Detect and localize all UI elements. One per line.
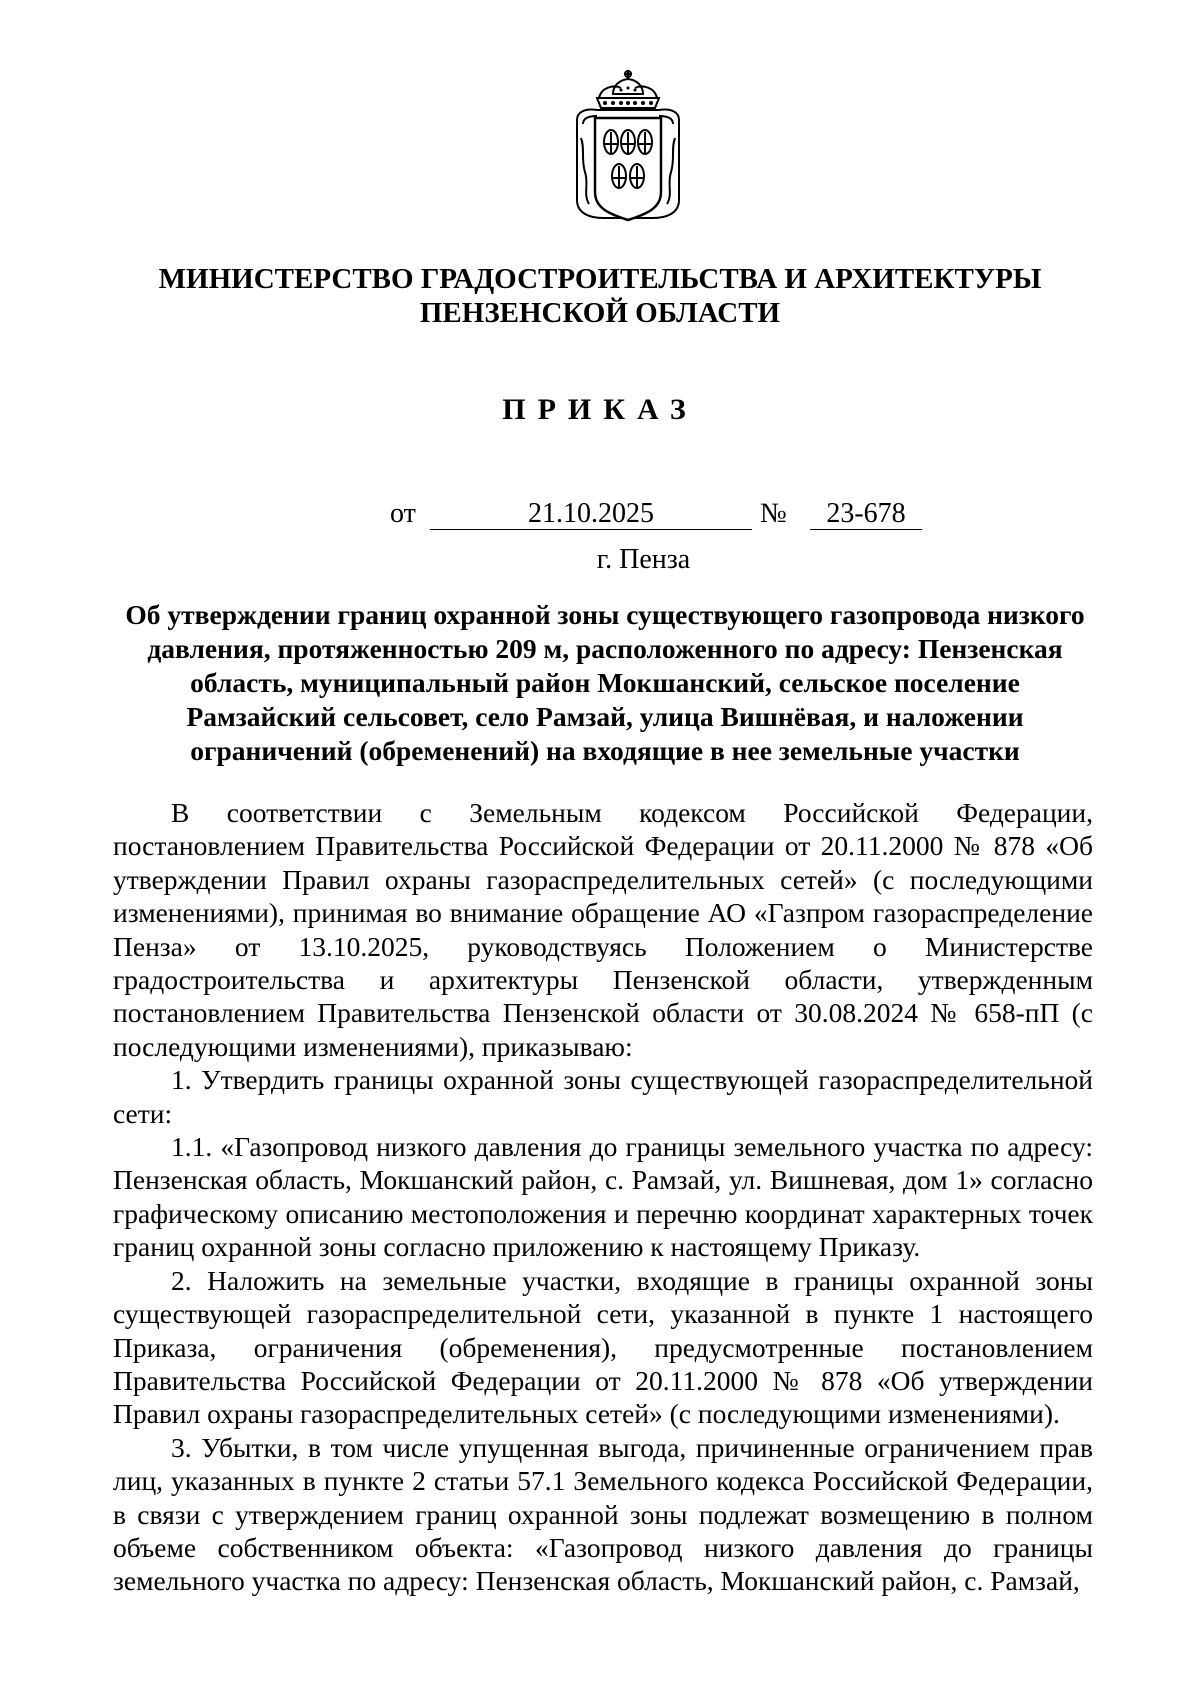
- order-body: [113, 796, 1093, 1598]
- item-2-paragraph: 2. Наложить на земельные участки, входящие в границы охранной зоны существующей газораспределительной сети, указанной в пункте 1 настоящего Приказа, ограничения (обременения), предусмотренные постановлением Правительства Российской Федерации от 20.11.2000 № 878 «Об утверждении Правил охраны газораспределительных сетей» (с последующими изменениями).: [113, 1264, 1093, 1430]
- preamble-paragraph: В соответствии с Земельным кодексом Российской Федерации, постановлением Правительства Российской Федерации от 20.11.2000 № 878 «Об утверждении Правил охраны газораспределительных сетей» (с последующими изменениями), принимая во внимание обращение АО «Газпром газораспределение Пенза» от 13.10.2025, руководствуясь Положением о Министерстве градостроительства и архитектуры Пензенской области, утвержденным постановлением Правительства Пензенской области от 30.08.2024 № 658-пП (с последующими изменениями), приказываю:: [113, 797, 1093, 1062]
- item-3-paragraph: 3. Убытки, в том числе упущенная выгода, причиненные ограничением прав лиц, указанных в пункте 2 статьи 57.1 Земельного кодекса Российской Федерации, в связи с утверждением границ охранной зоны подлежат возмещению в полном объеме собственником объекта: «Газопровод низкого давления до границы земельного участка по адресу: Пензенская область, Мокшанский район, с. Рамзай,: [113, 1431, 1093, 1597]
- order-title: ПРИКАЗ: [502, 393, 698, 426]
- coat-of-arms-icon: [569, 68, 687, 230]
- order-city: г. Пенза: [596, 544, 691, 575]
- number-sign: №: [760, 498, 787, 529]
- order-date: 21.10.2025: [430, 496, 752, 530]
- order-subject: Об утверждении границ охранной зоны существующего газопровода низкого давления, протяженностью 209 м, расположенного по адресу: Пензенская область, муниципальный район Мокшанский, сельское поселение Рамзайский сельсовет, село Рамзай, улица Вишнёвая, и наложении ограничений (обременений) на входящие в нее земельные участки: [125, 599, 1085, 766]
- item-1-1-paragraph: 1.1. «Газопровод низкого давления до границы земельного участка по адресу: Пензенская область, Мокшанский район, с. Рамзай, ул. Вишневая, дом 1» согласно графическому описанию местоположения и перечню координат характерных точек границ охранной зоны согласно приложению к настоящему Приказу.: [113, 1131, 1093, 1263]
- order-number: 23-678: [810, 496, 922, 530]
- date-prefix: от: [390, 498, 416, 529]
- order-dateline: [390, 496, 906, 532]
- item-1-paragraph: 1. Утвердить границы охранной зоны существующей газораспределительной сети:: [113, 1064, 1093, 1129]
- ministry-line-1: МИНИСТЕРСТВО ГРАДОСТРОИТЕЛЬСТВА И АРХИТЕКТУРЫ: [158, 263, 1042, 295]
- ministry-line-2: ПЕНЗЕНСКОЙ ОБЛАСТИ: [419, 297, 781, 329]
- ministry-name: [100, 262, 1100, 330]
